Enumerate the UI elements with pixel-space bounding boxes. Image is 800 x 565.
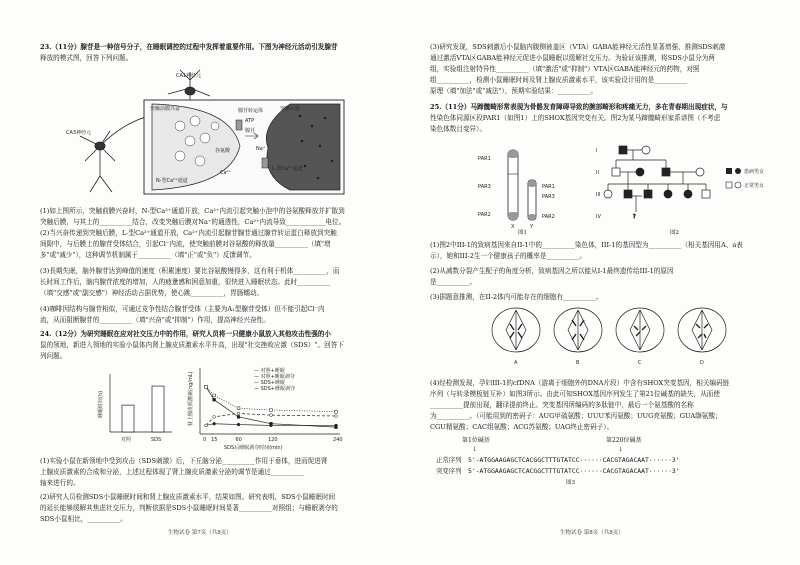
bar-label-1: SDS: [151, 437, 162, 443]
glu-label: 谷氨酸: [215, 148, 231, 154]
q25-p4d: 为__________。（可能用到的密码子：AUG甲硫氨酸；UUU苯丙氨酸；UUG亮氨酸；GUA缬氨酸；: [430, 412, 722, 420]
fig3-pos1: 第1位碱基: [462, 437, 490, 444]
q24-p2: (2)研究人员检测SDS小鼠睡眠时间和肾上腺皮质激素水平，结果如图。研究表明，SDS小鼠睡眠时间: [40, 493, 336, 501]
svg-text:?: ?: [633, 214, 636, 220]
q24-intro-2: 鼠的领地，新进入领地的实验小鼠体内肾上腺皮质激素水平升高，出现"社交挫败应激（SDS）"。回答下: [40, 341, 344, 349]
atp-label: ATP: [245, 118, 255, 124]
point-2-4: [335, 426, 338, 429]
q23-p3: (3)長期失眠，脑外腺苷达到峰值的速度（积累速度）要比谷氨酸慢得多，这有利于机体__________，而: [40, 267, 340, 275]
point-2-1: [213, 398, 216, 401]
q25-p4b: 序列（与转录模板链互补）如图3所示。由此可知SHOX基因序列发生了第21位碱基的缺失，从而使: [430, 390, 720, 398]
l-type-label: L-型Ca²⁺通道: [272, 166, 303, 172]
q24-intro-1: 24.（12分）为研究睡眠在应对社交压力中的作用，研究人员将一只健康小鼠放入其他攻击性强的小: [40, 330, 331, 338]
q25-p4: (4)经检测发现，孕妇III-1的cfDNA（游离于细胞外的DNA片段）中含有SHOX突变基因，相关编码链: [430, 379, 730, 387]
q23-p3c: （填"交感"或"副交感"）神经活动占据优势，使心跳__________，胃肠蠕动。: [40, 289, 264, 297]
q23-p4b: 流，从而阻断腺苷的__________（填"兴奋"或"抑制"）作用，提高神经兴奋性。: [40, 316, 270, 324]
cell-D: D: [700, 360, 704, 366]
legend-0: — 对照+睡眠: [254, 368, 285, 374]
q24-p3: (3)研究发现，SDS刺激后小鼠脑内腹侧被盖区（VTA）GABA能神经元活性显著增强，推测SDS刺激: [430, 43, 726, 51]
q25-intro-1: 25.（11分）马蹄髋畸形常表现为骨骼发育障碍导致的腕部畸形和疼痛无力，多在青春期出现症状，与: [430, 103, 728, 111]
fig1-par2-left: PAR2: [478, 212, 491, 218]
fig3-normal-seq: 5'-ATGGAAGAGCTCACGGCTTTGTATCC······CACGTAGACAAT······3': [468, 456, 680, 464]
left-footer: 生物试卷 第7页（共8页）: [168, 530, 232, 536]
fig3-caption: 图3: [566, 480, 575, 486]
xtick-3: 120: [268, 437, 278, 443]
cell-division-figures: [486, 304, 746, 368]
fig3-mutant-seq: 5'-ATGGAAGAGCTCACGGCTTTGTATCC······CACGTAGACAAT······3': [468, 467, 680, 475]
q24-p2c: SDS小鼠相比，__________。: [40, 515, 127, 523]
q23-p1: (1)如上图所示，突触前膜兴奋时，N-型Ca²⁺通道开放，Ca²⁺内流引起突触小泡中的谷氨酸释放并扩散到: [40, 207, 345, 215]
fig1-caption: 图1: [518, 230, 527, 236]
series-line-2: [206, 387, 336, 427]
q25-p3: (3)据题意推测，在II-2体内可能存在的细胞有__________。: [430, 293, 603, 301]
point-3-2: [237, 407, 240, 410]
line-xlabel: SDS后睡眠剥夺时间(min): [224, 445, 283, 451]
q25-p4e: CGU精氨酸；CAC组氨酸；ACG苏氨酸；UAG终止密码子）。: [430, 423, 614, 431]
q25-p1: (1)图2中III-1的致病基因来自II-1中的__________染色体，III-1的基因型为__________（相关基因用A、a表: [430, 241, 743, 249]
q24-intro-3: 列问题。: [40, 352, 67, 360]
fig1-chromosomes: [474, 146, 584, 228]
bar-0: [122, 405, 134, 432]
legend-affected: 患病男女: [744, 169, 765, 175]
legend-2: — SDS+睡眠: [254, 380, 285, 386]
legend-1: — 对照+睡眠剥夺: [254, 374, 295, 380]
q23-p2c: 多"或"减少"），这种调节机制属于__________（填"正"或"负"）反馈调节。: [40, 251, 256, 259]
q23-p3b: 长时间工作后，脑内腺苷浓度的增加，人的疲惫感和困意加重，很快进入睡眠状态。此时__________: [40, 278, 331, 286]
point-3-0: [205, 385, 208, 388]
adenosine-label: 腺苷: [245, 128, 256, 134]
q25-intro-3: 染色体数目变异）。: [430, 125, 487, 133]
bar-1: [152, 386, 164, 432]
gen-IV: IV: [596, 214, 601, 220]
fig2-pedigree: [596, 140, 766, 234]
point-2-2: [237, 415, 240, 418]
q24-p2b: 的延长能够缓解其焦虑社交压力，判断依据是SDS小鼠睡眠时间显著__________对照组；与睡眠剥夺的: [40, 504, 338, 512]
fig3-normal-label: 正常序列: [436, 456, 462, 464]
point-1-3: [270, 414, 273, 417]
presyn-label: 突触前膜兴奋: [150, 106, 181, 112]
q24-p3c: 组，实验组注射特异性__________（填"激活"或"抑制"）VTA区GABA能神经元的药物，对照: [430, 65, 700, 73]
point-3-3: [270, 409, 273, 412]
fig3-arrow-220: ↓: [618, 446, 624, 453]
fig1-y-label: Y: [530, 224, 534, 230]
legend-normal: 正常男女: [744, 183, 765, 189]
q25-p2: (2)从减数分裂产生配子的角度分析，致病基因之所以能从I-1最终遗传给III-1的原因: [430, 267, 674, 275]
fig3-arrow-1: ↓: [472, 446, 478, 453]
point-0-1: [213, 422, 216, 425]
right-page: [400, 0, 800, 565]
xtick-4: 240: [333, 437, 343, 443]
bar-label-0: 对照: [121, 437, 132, 443]
q23-p2: (2)当兴奋传递到突触后膜，L-型Ca²⁺通道开放，Ca²⁺内流引起腺苷腺苷通过腺苷转运蛋白释放到突触: [40, 229, 337, 237]
point-1-0: [205, 424, 208, 427]
fig1-par1-right: PAR1: [542, 184, 555, 190]
q25-intro-2: 性染色体同源区段PAR1（如图1）上的SHOX基因突变有关。图2为某马蹄髋畸形家系谱图（不考虑: [430, 114, 721, 122]
q25-p4c: __________提前出现，翻译提前终止。突变基因所编码的多肽链中，最后一个氨基酸的名称: [430, 401, 694, 409]
q24-p3d: 组__________，检测小鼠睡眠时间及肾上腺皮质激素水平，该实验设计用的是__________: [430, 76, 688, 84]
line-ylabel: 肾上腺皮质激素(ng/mL): [188, 371, 194, 426]
transporter-label: 腺苷转运体: [238, 108, 264, 114]
q24-p3b: 通过激活VTA区GABA能神经元促进小鼠睡眠以缓解社交压力。为验证该推测，将SDS小鼠分为两: [430, 54, 715, 62]
hormone-line-chart: [184, 364, 344, 450]
point-2-3: [270, 422, 273, 425]
cell-A: A: [514, 360, 518, 366]
q24-p1c: 轴来进行的。: [40, 479, 80, 487]
q24-p1b: 上腺皮质激素的合成和分泌，上述过程体现了肾上腺皮质激素分泌的调节是通过__________: [40, 468, 304, 476]
fig1-x-label: X: [511, 224, 515, 230]
point-3-4: [335, 410, 338, 413]
q24-p3e: 原理（填"加法"或"减法"），预期实验结果：__________。: [430, 87, 598, 95]
fig1-par2-right: PAR2: [542, 214, 555, 220]
xtick-2: 60: [235, 437, 242, 443]
gen-I: I: [596, 148, 598, 154]
point-1-4: [335, 415, 338, 418]
xtick-1: 15: [211, 437, 218, 443]
q24-p1: (1)实验小鼠在新领地中受到攻击（SDS刺激）后，下丘脑分泌__________作用于垂体，进而促进肾: [40, 457, 328, 465]
bar-ylabel: 睡眠时间(h): [98, 390, 104, 418]
q25-p1b: 示），她和III-2生一个健康孩子的概率是__________。: [430, 252, 586, 260]
sleep-time-bar-chart: [96, 366, 176, 446]
q23-p1b: 突触后膜，与其上的__________结合，改变突触后膜对Na⁺的通透性，Ca²⁺内流导致____________电位。: [40, 218, 346, 226]
point-1-1: [213, 415, 216, 418]
ca1-label: CA1神经元: [176, 73, 202, 79]
cell-C: C: [638, 360, 642, 366]
xtick-0: 0: [203, 437, 207, 443]
ca3-label: CA3神经元: [66, 130, 92, 136]
q23-p4: (4)咖啡因结构与腺苷相似，可通过竞争性结合腺苷受体（主要为A₁型腺苷受体）但不能引起Cl⁻内: [40, 305, 325, 313]
fig2-caption: 图2: [670, 230, 679, 236]
gen-II: II: [596, 170, 599, 176]
gen-III: III: [596, 192, 601, 198]
q23-intro-2: 释放的模式图，回答下列问题。: [40, 54, 133, 62]
q23-p2b: 间隙中，与后膜上的腺苷受体结合，引起Cl⁻内流，使突触前膜对谷氨酸的释放量__________（填"增: [40, 240, 331, 248]
fig1-par1-left: PAR1: [478, 156, 491, 162]
n-type-label: N-型Ca²⁺通道: [156, 178, 188, 184]
postsyn-label: 突触后膜: [280, 106, 301, 112]
point-0-2: [237, 423, 240, 426]
point-1-2: [237, 412, 240, 415]
fig3-pos220: 第220位碱基: [606, 437, 642, 444]
cell-B: B: [576, 360, 580, 366]
q23-neuron-diagram: [40, 66, 370, 198]
fig3-mutant-label: 突变序列: [436, 467, 462, 475]
fig1-par3-right: PAR3: [542, 194, 555, 200]
point-3-1: [213, 394, 216, 397]
fig1-par3: PAR3: [478, 184, 491, 190]
legend-3: — SDS+睡眠剥夺: [254, 386, 295, 392]
na-label: Na⁺: [256, 146, 266, 152]
right-footer: 生物试卷 第8页（共8页）: [560, 530, 624, 536]
ca-label: Ca²⁺: [220, 170, 232, 176]
q23-intro-1: 23.（11分）腺苷是一种信号分子，在睡眠调控的过程中发挥着重要作用。下图为神经元活动引发腺苷: [40, 43, 338, 51]
q25-p2b: 是__________。: [430, 278, 477, 286]
